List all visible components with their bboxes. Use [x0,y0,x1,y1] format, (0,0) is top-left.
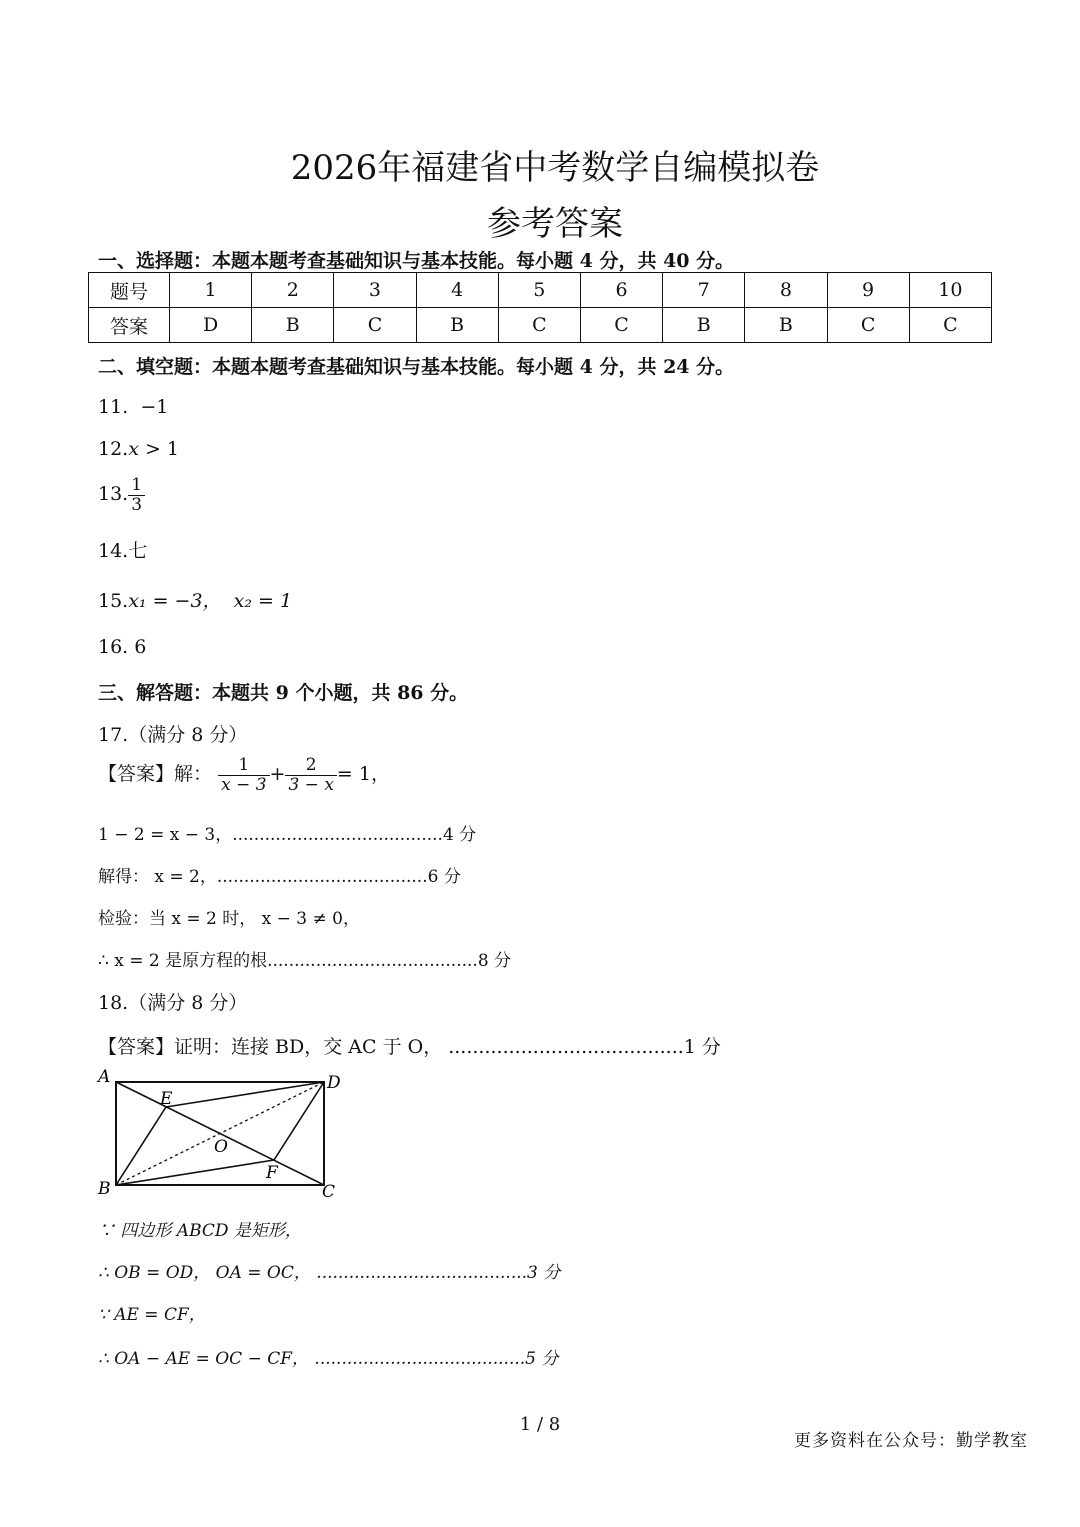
diagonal-ac [116,1082,324,1185]
label-a: A [98,1067,111,1087]
q17-fraction-2 [285,756,336,794]
answer-12-variable: x [128,438,139,460]
fraction-numerator: 1 [218,756,269,776]
label-d: D [327,1073,341,1093]
segment-ed [166,1082,324,1107]
answer-14: 14.七 [98,540,148,562]
answer-11-value: −1 [140,396,169,418]
table-cell: 3 [334,273,416,308]
q17-step-2: 解得： x = 2，.......................................6 分 [98,867,461,887]
rectangle-figure [92,1066,352,1202]
q18-answer-lead: 【答案】证明：连接 BD，交 AC 于 O， .......................................1 分 [98,1036,721,1058]
table-header-answer: 答案 [89,308,170,343]
answer-12-value: > 1 [138,438,180,460]
answer-11 [98,396,168,418]
q18-step-4: ∴ OA − AE = OC − CF， .......................................5 分 [98,1349,559,1369]
q17-equation [98,756,390,794]
table-cell: C [580,308,662,343]
table-row-answers [89,308,992,343]
q18-step-1: ∵ 四边形 ABCD 是矩形， [98,1221,302,1241]
table-cell: 4 [416,273,498,308]
table-cell: B [745,308,827,343]
table-cell: C [827,308,909,343]
table-row-numbers [89,273,992,308]
section-1-heading: 一、选择题：本题本题考查基础知识与基本技能。每小题 4 分，共 40 分。 [98,250,735,272]
table-cell: 10 [909,273,991,308]
page-number: 1 / 8 [519,1414,561,1435]
page-title: 2026年福建省中考数学自编模拟卷 [290,148,820,188]
label-f: F [266,1163,278,1183]
q17-step-1: 1 − 2 = x − 3，.......................................4 分 [98,825,477,845]
q17-step-4: ∴ x = 2 是原方程的根.......................................8 分 [98,951,512,971]
label-c: C [322,1182,336,1202]
q17-equals: = 1， [336,763,390,786]
q18-heading: 18.（满分 8 分） [98,992,248,1014]
fraction-denominator: 3 − x [288,774,334,795]
table-cell: C [498,308,580,343]
table-cell: 9 [827,273,909,308]
table-cell: 6 [580,273,662,308]
answer-12 [98,438,179,460]
segment-fb [116,1160,274,1185]
answer-13-number: 13. [98,483,129,506]
q18-step-2: ∴ OB = OD， OA = OC， .......................................3 分 [98,1263,561,1283]
section-3-heading: 三、解答题：本题共 9 个小题，共 86 分。 [98,682,469,704]
q18-step-3: ∵ AE = CF， [98,1305,206,1325]
answer-13-fraction [128,476,145,514]
answer-15-root-2: x₂ = 1 [233,590,293,612]
fraction-denominator: x − 3 [221,774,267,795]
label-b: B [98,1179,111,1199]
table-cell: C [334,308,416,343]
q17-fraction-1 [218,756,269,794]
answer-13 [98,476,145,514]
table-cell: 5 [498,273,580,308]
q17-plus: + [269,763,286,786]
q17-step-3: 检验：当 x = 2 时， x − 3 ≠ 0， [98,909,360,929]
table-cell: 2 [252,273,334,308]
table-cell: D [170,308,252,343]
table-header-number: 题号 [89,273,170,308]
watermark-text: 更多资料在公众号：勤学教室 [794,1431,1028,1451]
answer-11-number: 11. [98,396,129,418]
section-2-heading: 二、填空题：本题本题考查基础知识与基本技能。每小题 4 分，共 24 分。 [98,356,735,378]
page-subtitle: 参考答案 [487,204,623,244]
table-cell: B [416,308,498,343]
segment-eb [116,1107,166,1185]
table-cell: C [909,308,991,343]
label-o: O [214,1137,228,1157]
answer-15 [98,586,292,613]
table-cell: B [663,308,745,343]
table-cell: 1 [170,273,252,308]
answer-16: 16. 6 [98,636,147,658]
answer-15-root-1: x₁ = −3， [128,590,222,612]
table-cell: 7 [663,273,745,308]
fraction-numerator: 1 [128,476,145,496]
label-e: E [160,1089,173,1109]
answer-15-number: 15. [98,590,129,612]
q17-answer-lead: 【答案】解： [98,763,213,786]
q17-heading: 17.（满分 8 分） [98,724,248,746]
table-cell: 8 [745,273,827,308]
fraction-numerator: 2 [285,756,336,776]
table-cell: B [252,308,334,343]
fraction-denominator: 3 [131,494,143,515]
answer-12-number: 12. [98,438,129,460]
answer-table [88,272,992,343]
